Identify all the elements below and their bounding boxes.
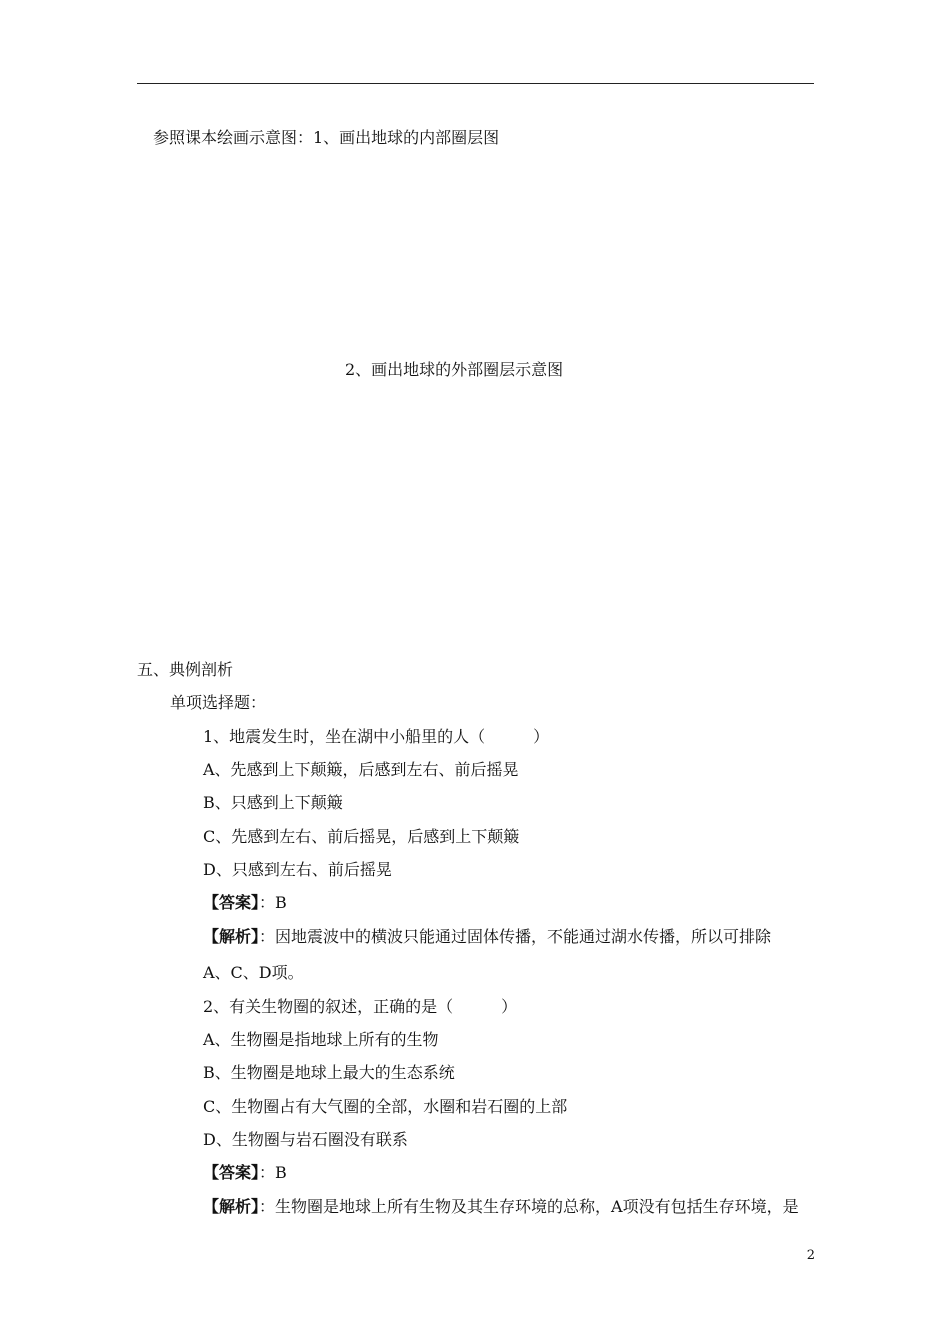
q2-stem: 2、有关生物圈的叙述，正确的是（ ）	[203, 997, 518, 1016]
header-rule	[137, 83, 814, 84]
q1-option-c: C、先感到左右、前后摇晃，后感到上下颠簸	[203, 827, 520, 846]
q2-answer-label: 【答案】	[203, 1163, 260, 1182]
section-subtitle: 单项选择题：	[170, 693, 267, 712]
q1-answer	[203, 893, 287, 913]
q2-answer	[203, 1163, 287, 1183]
q1-option-d: D、只感到左右、前后摇晃	[203, 860, 392, 879]
q1-stem: 1、地震发生时，坐在湖中小船里的人（ ）	[203, 727, 550, 746]
q2-option-a: A、生物圈是指地球上所有的生物	[203, 1030, 439, 1049]
q2-option-b: B、生物圈是地球上最大的生态系统	[203, 1063, 455, 1082]
q1-analysis-continued: A、C、D项。	[203, 963, 304, 982]
q1-option-b: B、只感到上下颠簸	[203, 793, 343, 812]
drawing-item-2: 2、画出地球的外部圈层示意图	[345, 360, 564, 379]
q1-option-a: A、先感到上下颠簸，后感到左右、前后摇晃	[203, 760, 519, 779]
q1-answer-label: 【答案】	[203, 893, 260, 912]
q1-analysis-label: 【解析】	[203, 927, 260, 946]
q2-analysis	[203, 1197, 799, 1217]
section-title: 五、典例剖析	[137, 660, 234, 679]
q1-answer-value: ：B	[259, 893, 287, 912]
q2-option-c: C、生物圈占有大气圈的全部，水圈和岩石圈的上部	[203, 1097, 568, 1116]
q1-analysis	[203, 927, 771, 947]
q1-analysis-text: ：因地震波中的横波只能通过固体传播，不能通过湖水传播，所以可排除	[259, 927, 772, 946]
q2-option-d: D、生物圈与岩石圈没有联系	[203, 1130, 408, 1149]
q2-analysis-label: 【解析】	[203, 1197, 260, 1216]
page-number: 2	[806, 1248, 815, 1263]
drawing-instruction: 参照课本绘画示意图：1、画出地球的内部圈层图	[153, 128, 500, 147]
q2-analysis-text: ：生物圈是地球上所有生物及其生存环境的总称，A项没有包括生存环境，是	[259, 1197, 799, 1216]
q2-answer-value: ：B	[259, 1163, 287, 1182]
